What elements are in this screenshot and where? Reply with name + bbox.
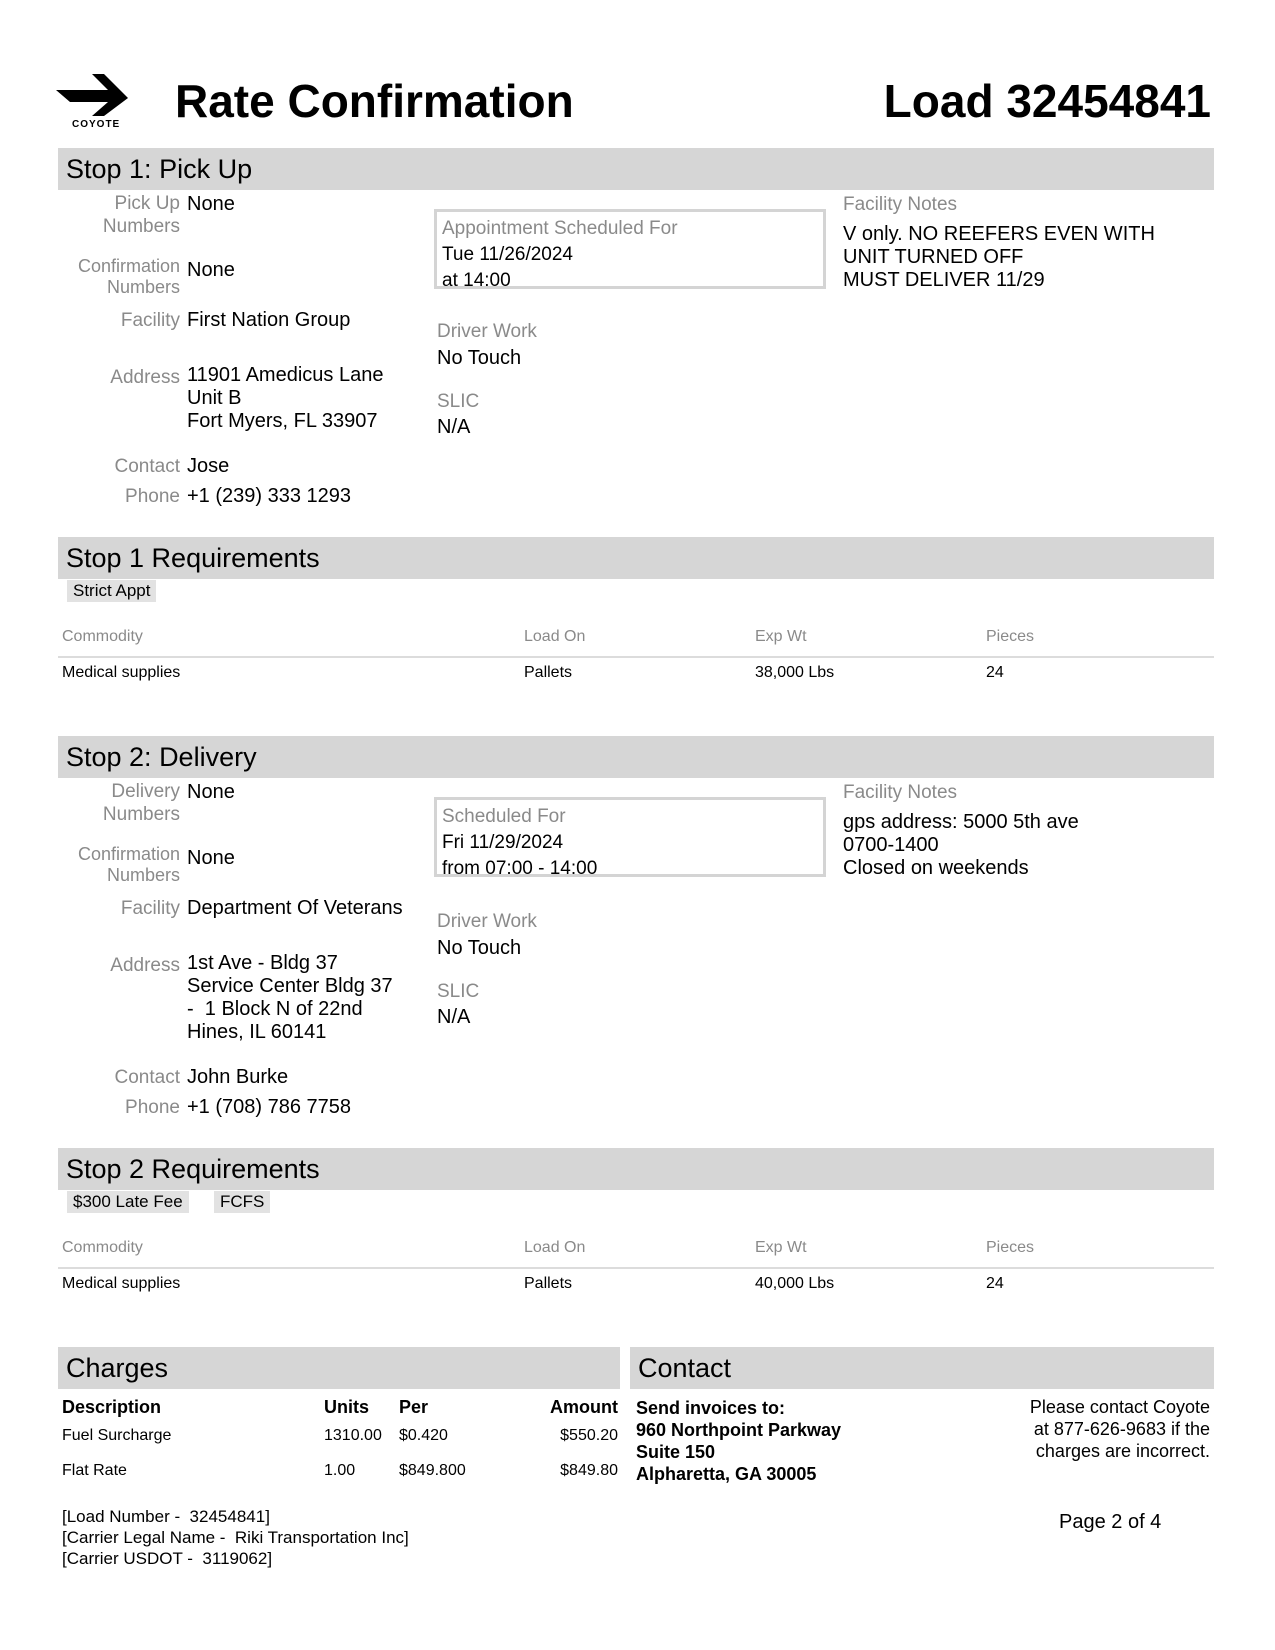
commodity-cell: Medical supplies	[62, 1275, 181, 1292]
load-on-cell: Pallets	[524, 1275, 573, 1292]
stop1-header-bar	[58, 148, 1214, 190]
stop2-header-bar	[58, 736, 1214, 778]
appointment-date: Tue 11/26/2024	[442, 244, 573, 265]
charge-amount: $550.20	[560, 1427, 618, 1444]
charge-units: 1.00	[324, 1462, 356, 1479]
phone-label: Phone	[125, 1097, 180, 1118]
table-divider	[58, 656, 1214, 658]
address-value: 1st Ave - Bldg 37 Service Center Bldg 37 - 1 Block N of 22nd Hines, IL 60141	[187, 952, 393, 1043]
facility-value: First Nation Group	[187, 309, 351, 331]
appointment-label: Appointment Scheduled For	[442, 218, 678, 239]
col-exp-wt: Exp Wt	[755, 1239, 807, 1256]
contact-label: Contact	[114, 1067, 180, 1088]
contact-value: John Burke	[187, 1066, 289, 1088]
commodity-cell: Medical supplies	[62, 664, 181, 681]
invoice-address: 960 Northpoint Parkway Suite 150 Alpharetta, GA 30005	[636, 1420, 842, 1484]
stop2-req-header-bar	[58, 1148, 1214, 1190]
coyote-logo	[56, 72, 132, 132]
appointment-time: at 14:00	[442, 270, 511, 291]
phone-value: +1 (239) 333 1293	[187, 485, 352, 507]
coyote-logo-icon	[56, 72, 132, 118]
requirement-tag: $300 Late Fee	[67, 1191, 189, 1213]
appointment-box	[434, 209, 826, 289]
facility-notes: gps address: 5000 5th ave 0700-1400 Closed on weekends	[843, 811, 1079, 879]
facility-notes-label: Facility Notes	[843, 194, 958, 215]
load-on-cell: Pallets	[524, 664, 573, 681]
col-commodity: Commodity	[62, 628, 143, 645]
contact-note: Please contact Coyote at 877-626-9683 if the charges are incorrect.	[1029, 1397, 1210, 1461]
facility-notes: V only. NO REEFERS EVEN WITH UNIT TURNED OFF MUST DELIVER 11/29	[843, 223, 1155, 291]
scheduled-date: Fri 11/29/2024	[442, 832, 564, 853]
requirement-tag: Strict Appt	[67, 580, 156, 602]
delivery-numbers-value: None	[187, 781, 235, 803]
charge-description: Fuel Surcharge	[62, 1427, 172, 1444]
charges-col-per: Per	[399, 1397, 429, 1417]
charge-per: $849.800	[399, 1462, 466, 1479]
phone-label: Phone	[125, 486, 180, 507]
confirmation-numbers-value: None	[187, 259, 235, 281]
slic-label: SLIC	[437, 981, 480, 1002]
pieces-cell: 24	[986, 664, 1004, 681]
requirement-tag: FCFS	[214, 1191, 270, 1213]
pickup-numbers-label: Pick Up Numbers	[102, 193, 180, 237]
charges-header-bar	[58, 1347, 620, 1389]
col-pieces: Pieces	[986, 1239, 1035, 1256]
facility-label: Facility	[120, 898, 180, 919]
charges-col-units: Units	[324, 1397, 369, 1417]
col-pieces: Pieces	[986, 628, 1035, 645]
slic-value: N/A	[437, 1006, 471, 1028]
charge-per: $0.420	[399, 1427, 448, 1444]
col-commodity: Commodity	[62, 1239, 143, 1256]
table-divider	[58, 1267, 1214, 1269]
contact-label: Contact	[114, 456, 180, 477]
footer-carrier-info: [Load Number - 32454841] [Carrier Legal Name - Riki Transportation Inc] [Carrier USDOT - 3119062]	[62, 1507, 409, 1568]
pieces-cell: 24	[986, 1275, 1004, 1292]
contact-heading: Contact	[638, 1353, 732, 1383]
load-number: Load 32454841	[883, 75, 1211, 127]
driver-work-label: Driver Work	[437, 911, 537, 932]
stop2-req-heading: Stop 2 Requirements	[66, 1154, 320, 1184]
address-label: Address	[110, 367, 180, 388]
confirmation-numbers-value: None	[187, 847, 235, 869]
scheduled-box	[434, 797, 826, 877]
stop1-req-heading: Stop 1 Requirements	[66, 543, 320, 573]
logo-text: COYOTE	[72, 119, 121, 130]
stop1-heading: Stop 1: Pick Up	[66, 154, 253, 184]
scheduled-label: Scheduled For	[442, 806, 566, 827]
driver-work-value: No Touch	[437, 347, 522, 369]
col-load-on: Load On	[524, 1239, 586, 1256]
delivery-numbers-label: Delivery Numbers	[102, 781, 180, 825]
slic-label: SLIC	[437, 391, 480, 412]
facility-label: Facility	[120, 310, 180, 331]
page-number: Page 2 of 4	[1059, 1511, 1162, 1533]
col-load-on: Load On	[524, 628, 586, 645]
contact-header-bar	[630, 1347, 1214, 1389]
driver-work-label: Driver Work	[437, 321, 537, 342]
pickup-numbers-value: None	[187, 193, 235, 215]
facility-notes-label: Facility Notes	[843, 782, 958, 803]
scheduled-time: from 07:00 - 14:00	[442, 858, 598, 879]
driver-work-value: No Touch	[437, 937, 522, 959]
address-value: 11901 Amedicus Lane Unit B Fort Myers, FL 33907	[187, 364, 384, 432]
address-label: Address	[110, 955, 180, 976]
confirmation-numbers-label: Confirmation Numbers	[77, 844, 180, 885]
charge-amount: $849.80	[560, 1462, 618, 1479]
charges-col-amount: Amount	[550, 1397, 618, 1417]
stop1-req-header-bar	[58, 537, 1214, 579]
charge-units: 1310.00	[324, 1427, 382, 1444]
charge-description: Flat Rate	[62, 1462, 127, 1479]
phone-value: +1 (708) 786 7758	[187, 1096, 352, 1118]
page-title: Rate Confirmation	[175, 75, 574, 127]
stop2-heading: Stop 2: Delivery	[66, 742, 257, 772]
charges-heading: Charges	[66, 1353, 169, 1383]
col-exp-wt: Exp Wt	[755, 628, 807, 645]
contact-value: Jose	[187, 455, 230, 477]
slic-value: N/A	[437, 416, 471, 438]
confirmation-numbers-label: Confirmation Numbers	[77, 256, 180, 297]
send-invoices-label: Send invoices to:	[636, 1398, 786, 1418]
exp-wt-cell: 40,000 Lbs	[755, 1275, 835, 1292]
exp-wt-cell: 38,000 Lbs	[755, 664, 835, 681]
charges-col-description: Description	[62, 1397, 162, 1417]
facility-value: Department Of Veterans	[187, 897, 403, 919]
